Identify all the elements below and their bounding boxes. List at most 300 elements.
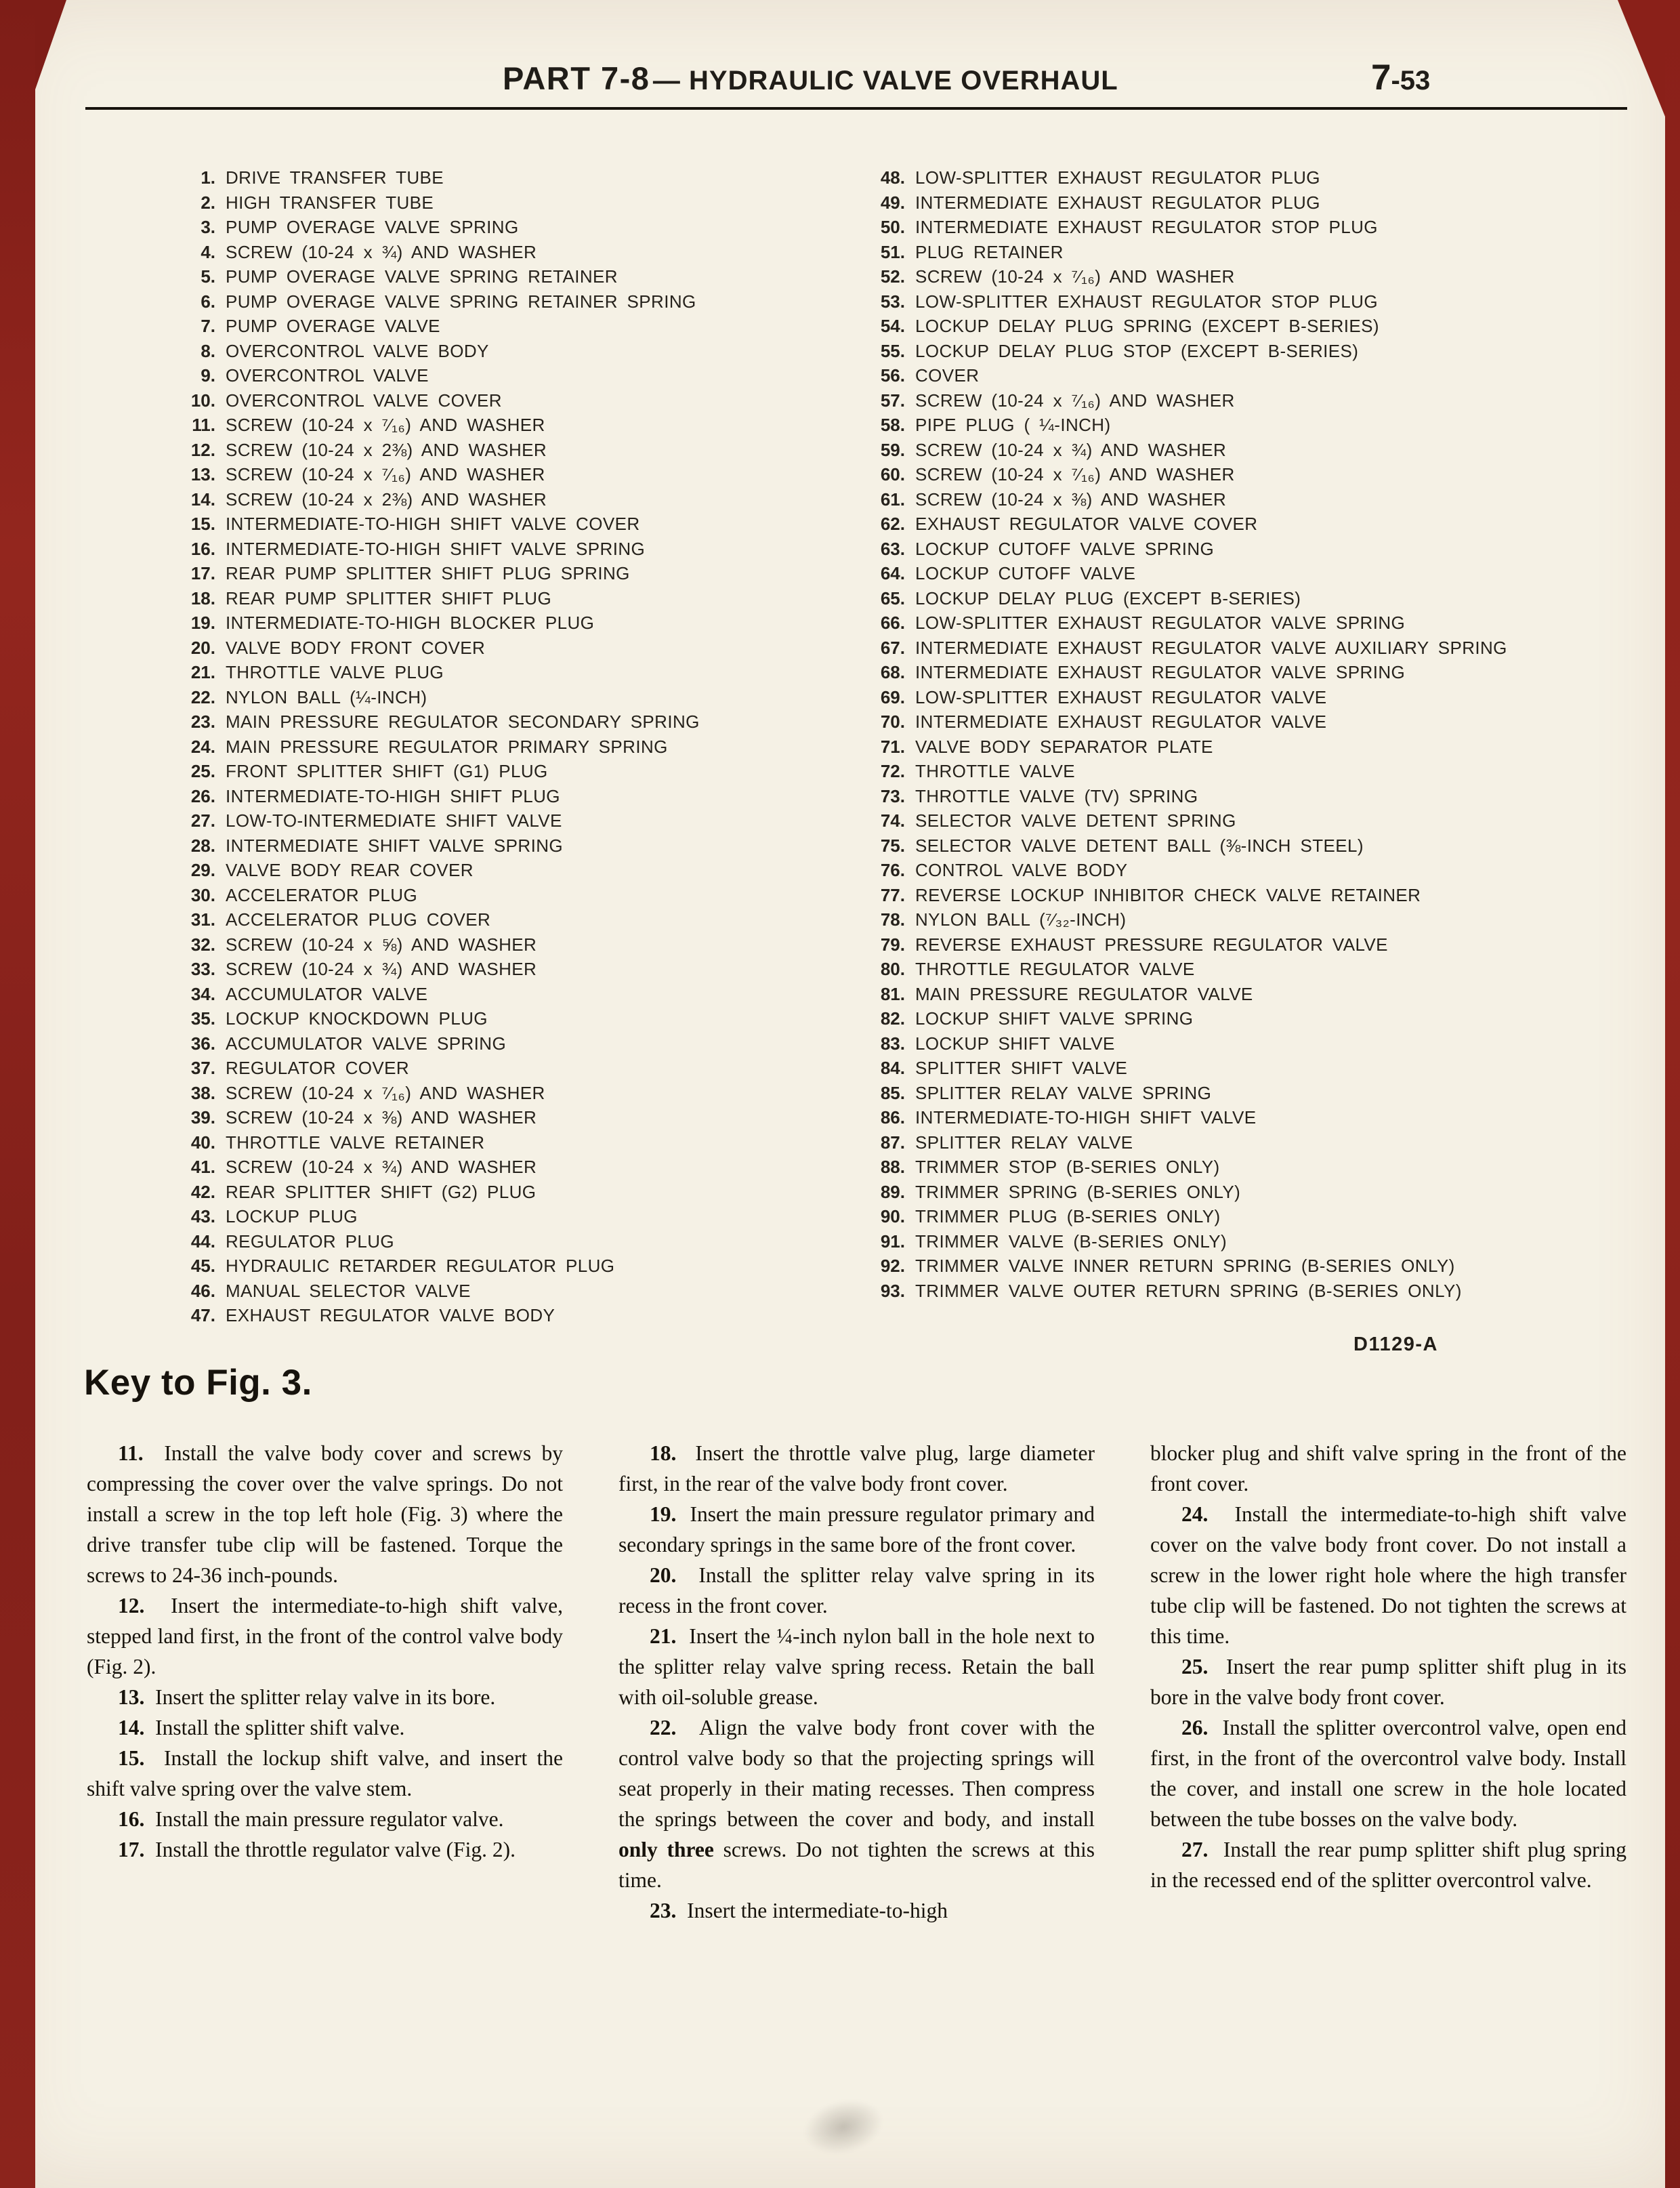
body-paragraph: 18. Insert the throttle valve plug, large diameter first, in the rear of the valve body front cover.	[618, 1441, 1095, 1495]
parts-list-item	[171, 537, 860, 562]
part-name: LOW-SPLITTER EXHAUST REGULATOR STOP PLUG	[915, 291, 1378, 312]
part-number: 80.	[880, 959, 905, 979]
part-number: 88.	[880, 1157, 905, 1177]
parts-list-item	[860, 660, 1627, 685]
paragraph-number: 14.	[118, 1716, 145, 1739]
body-paragraph: 12. Insert the intermediate-to-high shift valve, stepped land first, in the front of the control valve body (Fig. 2).	[87, 1594, 563, 1678]
paragraph-number: 23.	[650, 1899, 677, 1922]
part-number: 42.	[190, 1181, 215, 1202]
part-number: 92.	[880, 1256, 905, 1276]
part-number: 62.	[880, 514, 905, 534]
part-name: TRIMMER VALVE OUTER RETURN SPRING (B-SERIES ONLY)	[915, 1280, 1462, 1301]
parts-list-right-column	[860, 165, 1627, 1328]
part-number: 7.	[201, 316, 215, 336]
parts-list-item	[860, 932, 1627, 957]
parts-list-item	[860, 858, 1627, 883]
parts-list-item	[860, 709, 1627, 735]
part-number: 72.	[880, 761, 905, 781]
part-number: 2.	[201, 192, 215, 213]
parts-list-item	[171, 339, 860, 364]
parts-list-item	[171, 1155, 860, 1180]
part-name: SCREW (10-24 x 2⅜) AND WASHER	[226, 439, 547, 460]
part-number: 75.	[880, 835, 905, 856]
part-name: LOW-SPLITTER EXHAUST REGULATOR VALVE SPRING	[915, 613, 1406, 633]
parts-list-item	[860, 240, 1627, 265]
parts-list-item	[860, 685, 1627, 710]
header-rule	[85, 107, 1627, 110]
part-name: PLUG RETAINER	[915, 241, 1064, 262]
parts-list-item	[171, 982, 860, 1007]
parts-list-item	[171, 413, 860, 438]
body-paragraph: 27. Install the rear pump splitter shift plug spring in the recessed end of the splitter overcontrol valve.	[1150, 1838, 1626, 1892]
parts-list-item	[860, 1155, 1627, 1180]
part-name: REAR PUMP SPLITTER SHIFT PLUG	[226, 587, 552, 608]
part-number: 18.	[190, 587, 215, 608]
parts-list-item	[860, 487, 1627, 512]
parts-list-item	[860, 1056, 1627, 1081]
part-name: SCREW (10-24 x ¾) AND WASHER	[226, 959, 537, 979]
paragraph-number: 19.	[650, 1502, 677, 1526]
part-number: 68.	[880, 662, 905, 682]
part-name: LOCKUP DELAY PLUG STOP (EXCEPT B-SERIES)	[915, 340, 1359, 361]
parts-list-item	[171, 611, 860, 636]
parts-list-item	[171, 957, 860, 982]
part-name: LOCKUP CUTOFF VALVE SPRING	[915, 538, 1215, 559]
parts-list-item	[860, 759, 1627, 784]
right-binding-edge	[1665, 0, 1680, 2188]
part-name: PUMP OVERAGE VALVE SPRING RETAINER	[226, 266, 618, 287]
part-number: 33.	[190, 959, 215, 979]
part-name: MAIN PRESSURE REGULATOR VALVE	[915, 983, 1253, 1004]
part-number: 34.	[190, 983, 215, 1004]
part-name: THROTTLE REGULATOR VALVE	[915, 959, 1195, 979]
part-number: 69.	[880, 686, 905, 707]
part-number: 89.	[880, 1181, 905, 1202]
part-number: 29.	[190, 860, 215, 880]
part-number: 44.	[190, 1231, 215, 1252]
part-number: 52.	[880, 266, 905, 287]
part-number: 38.	[190, 1082, 215, 1103]
part-number: 73.	[880, 785, 905, 806]
part-number: 54.	[880, 316, 905, 336]
body-paragraph: 17. Install the throttle regulator valve (Fig. 2).	[118, 1838, 516, 1861]
left-binding-edge	[0, 0, 35, 2188]
page-number	[1371, 57, 1430, 98]
part-name: SPLITTER RELAY VALVE SPRING	[915, 1082, 1212, 1103]
part-number: 57.	[880, 390, 905, 411]
part-name: LOCKUP KNOCKDOWN PLUG	[226, 1008, 488, 1029]
paragraph-number: 17.	[118, 1838, 145, 1861]
body-paragraph: 16. Install the main pressure regulator valve.	[118, 1807, 504, 1831]
part-number: 65.	[880, 587, 905, 608]
part-name: HIGH TRANSFER TUBE	[226, 192, 434, 213]
part-number: 32.	[190, 934, 215, 955]
body-paragraph: 19. Insert the main pressure regulator primary and secondary springs in the same bore of the front cover.	[618, 1502, 1095, 1556]
part-number: 90.	[880, 1206, 905, 1226]
parts-list-item	[171, 1056, 860, 1081]
part-name: INTERMEDIATE SHIFT VALVE SPRING	[226, 835, 563, 856]
part-name: INTERMEDIATE EXHAUST REGULATOR PLUG	[915, 192, 1320, 213]
part-name: SCREW (10-24 x ¾) AND WASHER	[915, 439, 1227, 460]
parts-list-item	[171, 784, 860, 809]
part-number: 30.	[190, 884, 215, 905]
parts-list-item	[171, 561, 860, 586]
part-number: 5.	[201, 266, 215, 287]
parts-list-item	[171, 190, 860, 215]
part-name: EXHAUST REGULATOR VALVE BODY	[226, 1305, 555, 1325]
part-number: 36.	[190, 1033, 215, 1054]
parts-list-item	[171, 1303, 860, 1328]
parts-list-item	[171, 1130, 860, 1155]
parts-list-item	[860, 314, 1627, 339]
parts-list-item	[860, 339, 1627, 364]
part-number: 23.	[190, 711, 215, 732]
part-name: MAIN PRESSURE REGULATOR SECONDARY SPRING	[226, 711, 700, 732]
parts-list-item	[860, 735, 1627, 760]
part-name: VALVE BODY SEPARATOR PLATE	[915, 736, 1213, 757]
parts-list-item	[171, 709, 860, 735]
part-label: PART 7-8	[503, 60, 650, 96]
part-number: 22.	[190, 686, 215, 707]
part-number: 16.	[190, 538, 215, 559]
part-number: 87.	[880, 1132, 905, 1153]
part-name: THROTTLE VALVE	[915, 761, 1076, 781]
part-name: FRONT SPLITTER SHIFT (G1) PLUG	[226, 761, 548, 781]
part-number: 15.	[190, 514, 215, 534]
parts-list-item	[171, 1204, 860, 1229]
parts-list-item	[171, 264, 860, 289]
parts-list-item	[171, 512, 860, 537]
paragraph-number: 26.	[1181, 1716, 1209, 1739]
part-number: 8.	[201, 340, 215, 361]
parts-list-item	[171, 586, 860, 611]
part-number: 21.	[190, 662, 215, 682]
parts-list-item	[171, 1105, 860, 1130]
instruction-text	[87, 1438, 1627, 1926]
parts-list-item	[171, 660, 860, 685]
part-name: THROTTLE VALVE RETAINER	[226, 1132, 485, 1153]
parts-list-item	[171, 858, 860, 883]
text-column-1	[87, 1438, 563, 1926]
parts-list-item	[171, 735, 860, 760]
part-name: LOCKUP DELAY PLUG (EXCEPT B-SERIES)	[915, 587, 1301, 608]
part-number: 76.	[880, 860, 905, 880]
part-number: 51.	[880, 241, 905, 262]
part-number: 56.	[880, 365, 905, 386]
part-number: 63.	[880, 538, 905, 559]
part-name: CONTROL VALVE BODY	[915, 860, 1128, 880]
part-name: HYDRAULIC RETARDER REGULATOR PLUG	[226, 1256, 615, 1276]
part-number: 43.	[190, 1206, 215, 1226]
parts-list-item	[171, 636, 860, 661]
parts-list-item	[171, 1254, 860, 1279]
part-number: 17.	[190, 563, 215, 583]
part-name: LOCKUP CUTOFF VALVE	[915, 563, 1136, 583]
part-name: REVERSE LOCKUP INHIBITOR CHECK VALVE RETAINER	[915, 884, 1421, 905]
part-number: 27.	[190, 810, 215, 831]
parts-list-item	[860, 636, 1627, 661]
part-name: SCREW (10-24 x ⁷⁄₁₆) AND WASHER	[915, 390, 1235, 411]
part-name: TRIMMER VALVE (B-SERIES ONLY)	[915, 1231, 1227, 1252]
part-number: 19.	[190, 613, 215, 633]
left-binding-corner	[35, 0, 66, 89]
part-number: 31.	[190, 909, 215, 930]
part-number: 55.	[880, 340, 905, 361]
body-paragraph: 20. Install the splitter relay valve spring in its recess in the front cover.	[618, 1563, 1095, 1617]
part-number: 28.	[190, 835, 215, 856]
body-paragraph: 11. Install the valve body cover and screws by compressing the cover over the valve springs. Do not install a screw in the top left hole (Fig. 3) where the drive transfer tube clip will be fastened. Torque the screws to 24-36 inch-pounds.	[87, 1441, 563, 1587]
part-name: INTERMEDIATE-TO-HIGH SHIFT PLUG	[226, 785, 560, 806]
body-paragraph: 15. Install the lockup shift valve, and insert the shift valve spring over the valve stem.	[87, 1746, 563, 1800]
part-name: SCREW (10-24 x ¾) AND WASHER	[226, 241, 537, 262]
part-name: REGULATOR COVER	[226, 1058, 410, 1078]
part-number: 47.	[190, 1305, 215, 1325]
parts-list-item	[171, 314, 860, 339]
part-number: 45.	[190, 1256, 215, 1276]
parts-list-item	[860, 1279, 1627, 1304]
figure-code: D1129-A	[1353, 1334, 1438, 1355]
parts-list-item	[860, 561, 1627, 586]
part-number: 67.	[880, 637, 905, 658]
part-name: EXHAUST REGULATOR VALVE COVER	[915, 514, 1258, 534]
part-name: INTERMEDIATE EXHAUST REGULATOR VALVE SPRING	[915, 662, 1406, 682]
part-name: PUMP OVERAGE VALVE SPRING RETAINER SPRING	[226, 291, 696, 312]
part-name: INTERMEDIATE EXHAUST REGULATOR STOP PLUG	[915, 217, 1378, 237]
paragraph-number: 27.	[1181, 1838, 1209, 1861]
part-name: SCREW (10-24 x 2⅜) AND WASHER	[226, 489, 547, 510]
part-number: 74.	[880, 810, 905, 831]
right-binding-corner	[1618, 0, 1665, 117]
body-paragraph: blocker plug and shift valve spring in the front of the front cover.	[1150, 1441, 1626, 1495]
part-number: 39.	[190, 1107, 215, 1128]
parts-list-item	[171, 215, 860, 240]
paragraph-number: 24.	[1181, 1502, 1209, 1526]
part-number: 83.	[880, 1033, 905, 1054]
part-name: ACCELERATOR PLUG COVER	[226, 909, 491, 930]
part-number: 50.	[880, 217, 905, 237]
part-name: SCREW (10-24 x ⁷⁄₁₆) AND WASHER	[226, 415, 545, 435]
parts-list-item	[171, 165, 860, 190]
parts-list-item	[860, 1105, 1627, 1130]
part-number: 13.	[190, 464, 215, 484]
part-name: REAR PUMP SPLITTER SHIFT PLUG SPRING	[226, 563, 630, 583]
part-name: THROTTLE VALVE PLUG	[226, 662, 444, 682]
part-name: PIPE PLUG ( ¼-INCH)	[915, 415, 1111, 435]
part-number: 37.	[190, 1058, 215, 1078]
part-name: LOCKUP SHIFT VALVE SPRING	[915, 1008, 1194, 1029]
parts-list-item	[171, 487, 860, 512]
part-number: 11.	[192, 415, 215, 435]
part-name: INTERMEDIATE-TO-HIGH SHIFT VALVE	[915, 1107, 1257, 1128]
part-name: SELECTOR VALVE DETENT SPRING	[915, 810, 1236, 831]
part-number: 35.	[190, 1008, 215, 1029]
key-heading: Key to Fig. 3.	[84, 1363, 312, 1403]
part-number: 58.	[880, 415, 905, 435]
body-paragraph: 23. Insert the intermediate-to-high	[650, 1899, 948, 1922]
part-number: 1.	[201, 167, 215, 188]
parts-list-item	[171, 932, 860, 957]
page-number-major: 7	[1371, 58, 1391, 98]
parts-list-item	[171, 1081, 860, 1106]
body-paragraph: 21. Insert the ¼-inch nylon ball in the hole next to the splitter relay valve spring recess. Retain the ball with oil-soluble grease.	[618, 1624, 1095, 1709]
part-number: 59.	[880, 439, 905, 460]
part-name: INTERMEDIATE EXHAUST REGULATOR VALVE	[915, 711, 1327, 732]
parts-list-item	[860, 264, 1627, 289]
part-name: INTERMEDIATE-TO-HIGH SHIFT VALVE COVER	[226, 514, 640, 534]
part-name: ACCELERATOR PLUG	[226, 884, 418, 905]
part-number: 78.	[880, 909, 905, 930]
part-name: DRIVE TRANSFER TUBE	[226, 167, 444, 188]
parts-list-item	[171, 907, 860, 932]
parts-list-item	[171, 438, 860, 463]
paragraph-number: 25.	[1181, 1655, 1209, 1678]
parts-list-item	[860, 1081, 1627, 1106]
paragraph-number: 11.	[118, 1441, 144, 1465]
parts-list-item	[860, 1229, 1627, 1254]
parts-list-item	[860, 1006, 1627, 1031]
parts-list-item	[860, 1031, 1627, 1056]
part-number: 40.	[190, 1132, 215, 1153]
parts-list-left-column	[171, 165, 860, 1328]
parts-list-item	[860, 808, 1627, 833]
parts-list-item	[171, 1229, 860, 1254]
part-name: LOW-SPLITTER EXHAUST REGULATOR VALVE	[915, 686, 1327, 707]
body-paragraph: 14. Install the splitter shift valve.	[118, 1716, 405, 1739]
parts-list-item	[860, 957, 1627, 982]
part-number: 4.	[201, 241, 215, 262]
part-name: SCREW (10-24 x ⁷⁄₁₆) AND WASHER	[915, 266, 1235, 287]
parts-list-item	[860, 215, 1627, 240]
parts-list-item	[171, 1279, 860, 1304]
paragraph-number: 15.	[118, 1746, 145, 1770]
parts-list-item	[860, 883, 1627, 908]
part-number: 41.	[190, 1157, 215, 1177]
part-name: LOW-SPLITTER EXHAUST REGULATOR PLUG	[915, 167, 1320, 188]
part-name: LOCKUP DELAY PLUG SPRING (EXCEPT B-SERIES)	[915, 316, 1379, 336]
paragraph-number: 12.	[118, 1594, 145, 1617]
parts-list-item	[171, 1006, 860, 1031]
part-name: SCREW (10-24 x ⁷⁄₁₆) AND WASHER	[915, 464, 1235, 484]
body-paragraph: 13. Insert the splitter relay valve in its bore.	[118, 1685, 496, 1709]
part-name: INTERMEDIATE-TO-HIGH BLOCKER PLUG	[226, 613, 595, 633]
part-name: SCREW (10-24 x ⁷⁄₁₆) AND WASHER	[226, 464, 545, 484]
part-number: 81.	[880, 983, 905, 1004]
parts-list-item	[860, 784, 1627, 809]
parts-list-item	[860, 388, 1627, 413]
part-name: LOW-TO-INTERMEDIATE SHIFT VALVE	[226, 810, 562, 831]
parts-list-item	[860, 1254, 1627, 1279]
part-number: 61.	[880, 489, 905, 510]
parts-list	[171, 165, 1627, 1328]
text-column-3	[1150, 1438, 1626, 1926]
part-name: TRIMMER STOP (B-SERIES ONLY)	[915, 1157, 1220, 1177]
part-name: SCREW (10-24 x ⁷⁄₁₆) AND WASHER	[226, 1082, 545, 1103]
parts-list-item	[860, 413, 1627, 438]
parts-list-item	[171, 388, 860, 413]
paragraph-number: 20.	[650, 1563, 677, 1587]
part-number: 66.	[880, 613, 905, 633]
part-name: SCREW (10-24 x ⅜) AND WASHER	[226, 1107, 537, 1128]
parts-list-item	[171, 808, 860, 833]
parts-list-item	[860, 1204, 1627, 1229]
part-number: 49.	[880, 192, 905, 213]
part-number: 60.	[880, 464, 905, 484]
parts-list-item	[860, 165, 1627, 190]
paragraph-number: 18.	[650, 1441, 677, 1465]
part-name: ACCUMULATOR VALVE SPRING	[226, 1033, 507, 1054]
parts-list-item	[860, 982, 1627, 1007]
page-number-minor: -53	[1391, 66, 1431, 96]
part-number: 91.	[880, 1231, 905, 1252]
part-name: LOCKUP PLUG	[226, 1206, 358, 1226]
parts-list-item	[860, 907, 1627, 932]
part-number: 71.	[880, 736, 905, 757]
part-number: 84.	[880, 1058, 905, 1078]
part-name: SPLITTER SHIFT VALVE	[915, 1058, 1128, 1078]
body-paragraph: 22. Align the valve body front cover with the control valve body so that the projecting springs will seat properly in their mating recesses. Then compress the springs between the cover and body, and install only three screws. Do not tighten the screws at this time.	[618, 1716, 1095, 1892]
part-name: SCREW (10-24 x ¾) AND WASHER	[226, 1157, 537, 1177]
part-name: MANUAL SELECTOR VALVE	[226, 1280, 471, 1301]
part-number: 20.	[190, 637, 215, 658]
parts-list-item	[860, 611, 1627, 636]
part-name: OVERCONTROL VALVE BODY	[226, 340, 489, 361]
part-name: NYLON BALL (¼-INCH)	[226, 686, 427, 707]
part-number: 85.	[880, 1082, 905, 1103]
text-column-2	[618, 1438, 1095, 1926]
part-number: 82.	[880, 1008, 905, 1029]
part-name: OVERCONTROL VALVE COVER	[226, 390, 502, 411]
part-number: 53.	[880, 291, 905, 312]
paragraph-number: 21.	[650, 1624, 677, 1648]
part-number: 77.	[880, 884, 905, 905]
part-number: 79.	[880, 934, 905, 955]
parts-list-item	[860, 363, 1627, 388]
part-name: COVER	[915, 365, 980, 386]
parts-list-item	[171, 883, 860, 908]
parts-list-item	[860, 289, 1627, 314]
parts-list-item	[860, 462, 1627, 487]
parts-list-item	[171, 462, 860, 487]
parts-list-item	[171, 759, 860, 784]
parts-list-item	[171, 1180, 860, 1205]
part-name: SCREW (10-24 x ⅜) AND WASHER	[915, 489, 1227, 510]
part-number: 25.	[190, 761, 215, 781]
part-name: SELECTOR VALVE DETENT BALL (⅜-INCH STEEL)	[915, 835, 1364, 856]
part-name: LOCKUP SHIFT VALVE	[915, 1033, 1115, 1054]
part-name: VALVE BODY FRONT COVER	[226, 637, 486, 658]
parts-list-item	[860, 512, 1627, 537]
part-number: 64.	[880, 563, 905, 583]
part-name: INTERMEDIATE EXHAUST REGULATOR VALVE AUXILIARY SPRING	[915, 637, 1507, 658]
parts-list-item	[171, 685, 860, 710]
part-name: PUMP OVERAGE VALVE SPRING	[226, 217, 519, 237]
part-name: TRIMMER VALVE INNER RETURN SPRING (B-SERIES ONLY)	[915, 1256, 1455, 1276]
part-name: OVERCONTROL VALVE	[226, 365, 429, 386]
body-paragraph: 24. Install the intermediate-to-high shift valve cover on the valve body front cover. Do not install a screw in the lower right hole where the high transfer tube clip will be fastened. Do not tighten the screws at this time.	[1150, 1502, 1626, 1648]
body-paragraph: 25. Insert the rear pump splitter shift plug in its bore in the valve body front cover.	[1150, 1655, 1626, 1709]
parts-list-item	[860, 537, 1627, 562]
paragraph-number: 16.	[118, 1807, 145, 1831]
part-number: 24.	[190, 736, 215, 757]
parts-list-item	[860, 586, 1627, 611]
body-paragraph: 26. Install the splitter overcontrol valve, open end first, in the front of the overcontrol valve body. Install the cover, and install one screw in the hole located between the tube bosses on the valve body.	[1150, 1716, 1626, 1831]
parts-list-item	[860, 1180, 1627, 1205]
part-name: VALVE BODY REAR COVER	[226, 860, 474, 880]
part-number: 86.	[880, 1107, 905, 1128]
part-name: THROTTLE VALVE (TV) SPRING	[915, 785, 1198, 806]
part-name: TRIMMER SPRING (B-SERIES ONLY)	[915, 1181, 1241, 1202]
parts-list-item	[171, 363, 860, 388]
